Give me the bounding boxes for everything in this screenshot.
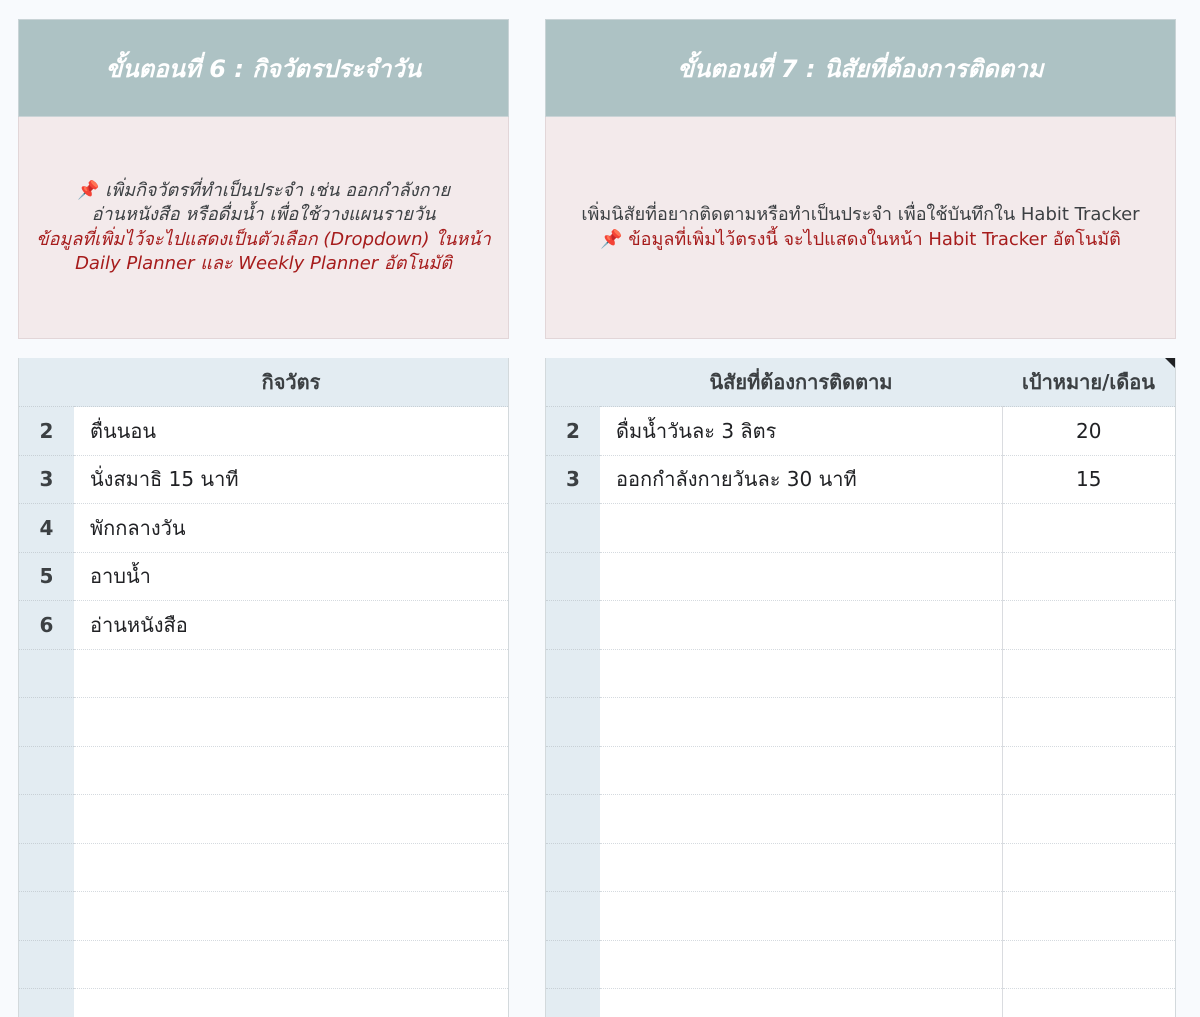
table-row (546, 504, 1175, 553)
step6-description (18, 117, 509, 339)
table-row (546, 843, 1175, 892)
table-row (546, 989, 1175, 1017)
habit-cell[interactable] (600, 504, 1002, 553)
row-number: 5 (19, 552, 74, 601)
step6-panel (18, 19, 509, 1017)
step7-panel (545, 19, 1176, 1017)
table-row (19, 843, 508, 892)
step6-title: ขั้นตอนที่ 6 : กิจวัตรประจำวัน (18, 19, 509, 117)
row-number (546, 892, 600, 941)
row-number (546, 698, 600, 747)
row-number: 3 (546, 455, 600, 504)
row-number (19, 989, 74, 1017)
row-number (19, 746, 74, 795)
habit-cell[interactable] (600, 698, 1002, 747)
routine-column-header: กิจวัตร (74, 358, 508, 407)
routine-cell[interactable]: อ่านหนังสือ (74, 601, 508, 650)
goal-cell[interactable]: 20 (1002, 407, 1175, 456)
habit-cell[interactable] (600, 795, 1002, 844)
note-indicator[interactable] (1165, 358, 1175, 368)
table-row (19, 746, 508, 795)
goal-cell[interactable]: 15 (1002, 455, 1175, 504)
routine-cell[interactable] (74, 940, 508, 989)
table-row (19, 407, 508, 456)
habit-cell[interactable] (600, 746, 1002, 795)
row-number: 6 (19, 601, 74, 650)
table-row (546, 746, 1175, 795)
step6-desc-line2: อ่านหนังสือ หรือดื่มน้ำ เพื่อใช้วางแผนรายวัน (91, 204, 436, 226)
goal-column-header: เป้าหมาย/เดือน (1002, 358, 1175, 407)
habit-cell[interactable] (600, 552, 1002, 601)
row-number (546, 940, 600, 989)
row-number (19, 940, 74, 989)
habit-cell[interactable] (600, 940, 1002, 989)
pushpin-icon: 📌 (76, 179, 100, 201)
step6-desc-red1: ข้อมูลที่เพิ่มไว้จะไปแสดงเป็นตัวเลือก (Dropdown) ในหน้า (36, 228, 491, 250)
routine-cell[interactable]: นั่งสมาธิ 15 นาที (74, 455, 508, 504)
goal-cell[interactable] (1002, 746, 1175, 795)
habit-cell[interactable] (600, 892, 1002, 941)
table-row (546, 940, 1175, 989)
row-number (546, 989, 600, 1017)
habit-cell[interactable] (600, 843, 1002, 892)
routine-cell[interactable] (74, 698, 508, 747)
table-row (546, 698, 1175, 747)
pushpin-icon: 📌 (600, 228, 623, 250)
row-number (546, 504, 600, 553)
table-row (546, 407, 1175, 456)
row-number: 2 (19, 407, 74, 456)
row-number (546, 649, 600, 698)
routine-cell[interactable] (74, 795, 508, 844)
habit-cell[interactable] (600, 649, 1002, 698)
row-number (19, 649, 74, 698)
goal-cell[interactable] (1002, 940, 1175, 989)
table-row (19, 989, 508, 1017)
table-row (546, 552, 1175, 601)
table-row (19, 601, 508, 650)
table-row (19, 504, 508, 553)
step7-desc-line1: เพิ่มนิสัยที่อยากติดตามหรือทำเป็นประจำ เพื่อใช้บันทึกใน Habit Tracker (581, 204, 1140, 226)
table-row (19, 649, 508, 698)
row-number: 3 (19, 455, 74, 504)
table-row (19, 455, 508, 504)
step7-description (545, 117, 1176, 339)
table-row (19, 698, 508, 747)
routine-cell[interactable] (74, 843, 508, 892)
routine-cell[interactable]: พักกลางวัน (74, 504, 508, 553)
routine-cell[interactable] (74, 649, 508, 698)
goal-cell[interactable] (1002, 989, 1175, 1017)
goal-cell[interactable] (1002, 843, 1175, 892)
goal-cell[interactable] (1002, 698, 1175, 747)
row-number (546, 552, 600, 601)
row-number-header (546, 358, 600, 407)
row-number: 4 (19, 504, 74, 553)
goal-cell[interactable] (1002, 892, 1175, 941)
table-row (546, 601, 1175, 650)
table-row (19, 940, 508, 989)
table-row (19, 892, 508, 941)
goal-cell[interactable] (1002, 601, 1175, 650)
step7-desc-red1: ข้อมูลที่เพิ่มไว้ตรงนี้ จะไปแสดงในหน้า Habit Tracker อัตโนมัติ (628, 228, 1121, 250)
table-row (546, 455, 1175, 504)
routine-cell[interactable] (74, 746, 508, 795)
step7-title: ขั้นตอนที่ 7 : นิสัยที่ต้องการติดตาม (545, 19, 1176, 117)
habit-table (546, 358, 1175, 1017)
goal-cell[interactable] (1002, 649, 1175, 698)
table-row (546, 795, 1175, 844)
goal-cell[interactable] (1002, 552, 1175, 601)
habit-cell[interactable]: ออกกำลังกายวันละ 30 นาที (600, 455, 1002, 504)
habit-column-header: นิสัยที่ต้องการติดตาม (600, 358, 1002, 407)
routine-cell[interactable] (74, 892, 508, 941)
row-number (546, 843, 600, 892)
habit-cell[interactable] (600, 601, 1002, 650)
row-number-header (19, 358, 74, 407)
routine-table (19, 358, 508, 1017)
row-number (19, 892, 74, 941)
row-number: 2 (546, 407, 600, 456)
table-row (546, 649, 1175, 698)
routine-cell[interactable]: อาบน้ำ (74, 552, 508, 601)
table-row (546, 892, 1175, 941)
table-row (19, 795, 508, 844)
row-number (19, 843, 74, 892)
row-number (546, 601, 600, 650)
table-row (19, 552, 508, 601)
step6-desc-line1: เพิ่มกิจวัตรที่ทำเป็นประจำ เช่น ออกกำลังกาย (105, 179, 451, 201)
row-number (19, 698, 74, 747)
habit-cell[interactable] (600, 989, 1002, 1017)
row-number (546, 795, 600, 844)
goal-cell[interactable] (1002, 504, 1175, 553)
routine-cell[interactable]: ตื่นนอน (74, 407, 508, 456)
goal-cell[interactable] (1002, 795, 1175, 844)
habit-cell[interactable]: ดื่มน้ำวันละ 3 ลิตร (600, 407, 1002, 456)
step6-desc-red2: Daily Planner และ Weekly Planner อัตโนมัติ (75, 252, 452, 274)
row-number (19, 795, 74, 844)
routine-cell[interactable] (74, 989, 508, 1017)
row-number (546, 746, 600, 795)
